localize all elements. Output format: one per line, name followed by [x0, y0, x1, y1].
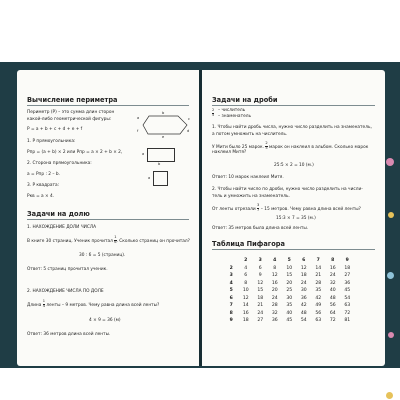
share-task1-text: В книге 30 страниц. Ученик прочитал $\frac{1}{6}$ . Сколько страниц он прочитал? [27, 235, 190, 244]
table-cell: 42 [315, 295, 322, 301]
table-cell: 36 [300, 295, 307, 301]
divider [27, 219, 189, 220]
hexagon-diagram [140, 112, 192, 138]
table-cell: 24 [300, 280, 307, 286]
table-cell: 10 [286, 265, 293, 271]
fractions-rule1-line1: 1. Чтобы найти дробь числа, нужно число разделить на знаменатель, [212, 125, 372, 130]
perimeter-title: Вычисление периметра [27, 96, 118, 104]
share-task2-title: 2. НАХОЖДЕНИЕ ЧИСЛА ПО ДОЛЕ [27, 289, 104, 294]
table-cell: 49 [315, 303, 322, 308]
table-cell: 27 [344, 273, 351, 278]
fraction: $\frac{2}{5}$ [265, 141, 268, 150]
table-row-header: 5 [229, 288, 233, 293]
share-task2-text: Длина $\frac{1}{4}$ ленты – 9 метров. Чему равна длина всей ленты? [27, 299, 160, 308]
table-header-cell: 2 [244, 258, 248, 263]
table-cell: 20 [286, 280, 293, 286]
divider [212, 105, 375, 106]
shape-label-c: c [188, 117, 190, 121]
table-row [224, 310, 355, 318]
table-cell: 20 [271, 288, 278, 293]
right-page [202, 70, 385, 366]
cover-flower-decoration [387, 272, 394, 279]
table-row-header: 7 [229, 303, 233, 308]
table-row [224, 302, 355, 310]
perimeter-item2: 2. Сторона прямоугольника: [27, 161, 92, 166]
table-header-row [224, 257, 355, 265]
share-task2-answer: Ответ: 36 метров длина всей ленты. [27, 332, 111, 337]
rectangle-diagram [147, 148, 175, 162]
share-task1-title: 1. НАХОЖДЕНИЕ ДОЛИ ЧИСЛА [27, 225, 97, 230]
table-cell: 12 [257, 280, 264, 286]
table-cell: 12 [271, 273, 278, 278]
perimeter-formula3: Pкв = a × 4. [27, 194, 55, 199]
table-row [224, 265, 355, 273]
table-cell: 21 [257, 303, 264, 308]
table-cell: 54 [344, 295, 351, 301]
table-cell: 14 [242, 303, 249, 308]
fractions-rule1-line2: а потом умножить на числитель. [212, 132, 288, 137]
share-task2-calc: 4 × 9 = 36 (м) [89, 318, 121, 323]
table-cell: 8 [273, 265, 277, 271]
table-cell: 24 [329, 273, 336, 278]
table-header-cell: 6 [302, 258, 306, 263]
shape-label-b: b [162, 111, 165, 115]
table-cell: 9 [258, 273, 262, 278]
pythagoras-table [224, 257, 355, 325]
table-cell: 30 [300, 288, 307, 293]
cover-flower-decoration [386, 392, 393, 399]
table-cell: 45 [344, 288, 351, 293]
table-cell: 36 [271, 318, 278, 323]
table-cell: 32 [329, 280, 336, 286]
table-header-cell [224, 257, 239, 265]
share-task1-calc: 30 : 6 = 5 (страниц). [79, 253, 126, 258]
table-cell: 56 [315, 310, 322, 316]
table-cell: 14 [315, 265, 322, 271]
shape-label-a: a [137, 116, 140, 120]
fractions-task1-calc: 25:5 × 2 = 10 (м.) [274, 163, 314, 168]
table-cell: 18 [300, 273, 307, 278]
table-header-cell: 4 [273, 258, 277, 263]
fraction: $\frac{2}{5}$ [212, 108, 215, 117]
fractions-task1-line2: наклеил Митя? [212, 150, 247, 155]
fractions-task1-line1: У Мити было 25 марок. $\frac{2}{5}$ марок он наклеил в альбом. Сколько марок [212, 141, 369, 150]
table-cell: 12 [242, 295, 249, 301]
table-cell: 42 [300, 303, 307, 308]
perimeter-intro-line1: Периметр (Р) – это сумма длин сторон [27, 110, 115, 115]
shape-label-f: f [137, 129, 139, 133]
square-label-a: a [148, 176, 151, 180]
fractions-task2-answer: Ответ: 35 метров была длина всей ленты. [212, 226, 309, 231]
table-header-cell: 5 [287, 258, 291, 263]
perimeter-formula: P = a + b + c + d + e + f [27, 127, 83, 132]
fraction: $\frac{1}{4}$ [42, 299, 46, 308]
divider [27, 105, 189, 106]
share-title: Задачи на долю [27, 210, 90, 218]
square-diagram [153, 171, 168, 186]
table-row [224, 317, 355, 325]
table-cell: 30 [286, 295, 293, 301]
table-cell: 4 [244, 265, 248, 271]
table-header-cell: 9 [345, 258, 349, 263]
table-cell: 18 [257, 295, 264, 301]
table-cell: 6 [244, 273, 248, 278]
table-cell: 63 [344, 303, 351, 308]
fractions-rule2-line1: 2. Чтобы найти число по дроби, нужно число разделить на числи- [212, 187, 363, 192]
table-cell: 48 [329, 295, 336, 301]
share-task1-answer: Ответ: 5 страниц прочитал ученик. [27, 267, 108, 272]
shape-label-d: d [187, 129, 190, 133]
table-cell: 72 [344, 310, 351, 316]
table-cell: 28 [315, 280, 322, 286]
table-cell: 24 [257, 310, 264, 316]
table-cell: 12 [300, 265, 307, 271]
shape-label-e: e [162, 135, 165, 139]
legend-denominator-label: – знаменатель [218, 114, 251, 119]
rect-label-a: a [142, 152, 145, 156]
table-cell: 8 [244, 280, 248, 286]
fractions-task2-line1: От ленты отрезали $\frac{3}{7}$ – 15 метров. Чему равна длина всей ленты? [212, 203, 361, 212]
table-header-cell: 8 [331, 258, 335, 263]
table-cell: 15 [286, 273, 293, 278]
perimeter-formula2: a = Pпр : 2 – b. [27, 172, 60, 177]
table-cell: 25 [286, 288, 293, 293]
table-row [224, 280, 355, 288]
table-header-cell: 7 [316, 258, 320, 263]
table-row [224, 295, 355, 303]
table-cell: 40 [329, 288, 336, 293]
table-cell: 36 [344, 280, 351, 286]
fraction: $\frac{3}{7}$ [257, 203, 260, 212]
table-cell: 81 [344, 318, 351, 323]
divider [212, 249, 375, 250]
table-row-header: 8 [229, 310, 233, 316]
table-cell: 16 [329, 265, 336, 271]
fractions-task1-answer: Ответ: 10 марок наклеил Митя. [212, 175, 284, 180]
table-cell: 28 [271, 303, 278, 308]
table-cell: 10 [242, 288, 249, 293]
legend-numerator-label: – числитель [218, 108, 246, 113]
table-cell: 16 [271, 280, 278, 286]
table-row [224, 287, 355, 295]
cover-flower-decoration [388, 212, 394, 218]
table-cell: 18 [344, 265, 351, 271]
table-cell: 48 [300, 310, 307, 316]
table-cell: 18 [242, 318, 249, 323]
table-row-header: 6 [229, 295, 233, 301]
table-cell: 45 [286, 318, 293, 323]
table-row-header: 4 [229, 280, 233, 286]
table-cell: 72 [329, 318, 336, 323]
table-cell: 64 [329, 310, 336, 316]
table-cell: 27 [257, 318, 264, 323]
fractions-legend [212, 109, 214, 118]
table-row-header: 9 [229, 318, 233, 323]
fractions-rule2-line2: тель и умножить на знаменатель. [212, 194, 290, 199]
table-cell: 6 [258, 265, 262, 271]
rect-label-b: b [158, 162, 161, 166]
cover-flower-decoration [386, 158, 394, 166]
table-cell: 21 [315, 273, 322, 278]
table-cell: 35 [286, 303, 293, 308]
fractions-task2-calc: 15:3 × 7 = 35 (м.) [276, 216, 316, 221]
perimeter-formula1: Pпр = (a + b) × 2 или Pпр = a × 2 + b × 2, [27, 150, 123, 155]
perimeter-item3: 3. P квадрата: [27, 183, 60, 188]
table-cell: 15 [257, 288, 264, 293]
perimeter-item1: 1. P прямоугольника: [27, 139, 76, 144]
table-header-cell: 3 [258, 258, 262, 263]
table-cell: 63 [315, 318, 322, 323]
table-cell: 16 [242, 310, 249, 316]
fractions-title: Задачи на дроби [212, 96, 278, 104]
table-row-header: 3 [229, 273, 233, 278]
table-row-header: 2 [229, 265, 233, 271]
table-cell: 56 [329, 303, 336, 308]
table-cell: 40 [286, 310, 293, 316]
cover-flower-decoration [388, 332, 394, 338]
table-cell: 32 [271, 310, 278, 316]
table-cell: 24 [271, 295, 278, 301]
pythagoras-title: Таблица Пифагора [212, 240, 285, 248]
table-cell: 54 [300, 318, 307, 323]
perimeter-intro-line2: какой-либо геометрической фигуры: [27, 117, 112, 122]
table-cell: 35 [315, 288, 322, 293]
left-page [17, 70, 199, 366]
fraction: $\frac{1}{6}$ [114, 235, 117, 244]
table-row [224, 272, 355, 280]
